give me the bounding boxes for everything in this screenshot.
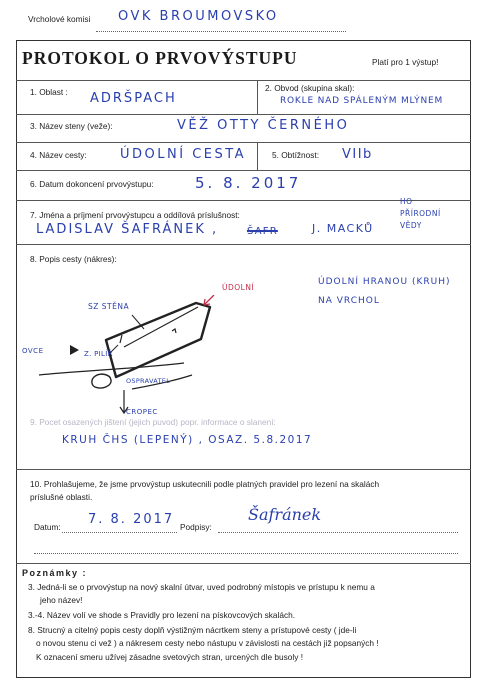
divider bbox=[16, 80, 471, 81]
note-3c: K oznacení smeru užívej zásadne svetových stran, urcených dle busoly ! bbox=[36, 652, 304, 662]
ovce-arrow bbox=[70, 345, 79, 355]
note-2: 3.-4. Název volí ve shode s Pravidly pro lezení na pískovcových skalách. bbox=[28, 610, 296, 620]
desc-note-1: ÚDOLNÍ HRANOU (KRUH) bbox=[318, 277, 451, 287]
wall-label: 3. Název steny (veže): bbox=[30, 121, 113, 131]
sign-label: Podpisy: bbox=[180, 522, 212, 532]
district-value: ROKLE NAD SPÁLENÝM MLÝNEM bbox=[280, 96, 444, 106]
notes-heading: Poznámky : bbox=[22, 568, 88, 578]
difficulty-value: VIIb bbox=[342, 147, 373, 162]
divider bbox=[16, 142, 471, 143]
sketch-label-sz-stena: SZ STĚNA bbox=[88, 302, 130, 311]
divider bbox=[16, 244, 471, 245]
committee-dots bbox=[96, 31, 346, 32]
protection-value: KRUH ČHS (LEPENÝ) , OSAZ. 5.8.2017 bbox=[62, 434, 313, 446]
sign-date-value: 7. 8. 2017 bbox=[88, 512, 175, 527]
divider bbox=[257, 142, 258, 170]
note-1: 3. Jedná-li se o prvovýstup na nový skalní útvar, uved podrobný místopis ve prístupu k nemu a bbox=[28, 582, 375, 592]
route-sketch bbox=[14, 295, 314, 415]
committee-value: OVK BROUMOVSKO bbox=[118, 9, 279, 24]
divider bbox=[16, 469, 471, 470]
names-label: 7. Jména a príjmení prvovýstupcu a oddílová príslušnost: bbox=[30, 210, 240, 220]
note-3: 8. Strucný a citelný popis cesty doplň výstižným nácrtkem steny a prístupové cesty ( jde-li bbox=[28, 625, 357, 635]
divider bbox=[257, 80, 258, 114]
names-struck: ŠAFR bbox=[247, 226, 278, 237]
difficulty-label: 5. Obtížnost: bbox=[272, 150, 320, 160]
route-label: 4. Název cesty: bbox=[30, 150, 87, 160]
divider bbox=[16, 170, 471, 171]
wall-value: VĚŽ OTTY ČERNÉHO bbox=[177, 118, 350, 133]
date-label: 6. Datum dokoncení prvovýstupu: bbox=[30, 179, 154, 189]
committee-label: Vrcholové komisi bbox=[28, 14, 91, 24]
protection-label: 9. Pocet osazených jištení (jejich puvod) popr. informace o slanení: bbox=[30, 417, 276, 427]
district-label: 2. Obvod (skupina skal): bbox=[265, 83, 355, 93]
area-label: 1. Oblast : bbox=[30, 87, 68, 97]
sign-date-dots bbox=[62, 532, 177, 533]
note-1b: jeho název! bbox=[40, 595, 83, 605]
sign-date-label: Datum: bbox=[34, 522, 61, 532]
date-value: 5. 8. 2017 bbox=[195, 174, 302, 192]
note-3b: o novou stenu ci vež ) a nákresem cesty nebo nástupu v závislosti na cestách již popsaných ! bbox=[36, 638, 379, 648]
valid-note: Platí pro 1 výstup! bbox=[372, 57, 439, 67]
signature: Šafránek bbox=[248, 505, 322, 524]
names-value-2: J. MACKŮ bbox=[312, 222, 374, 235]
divider bbox=[16, 114, 471, 115]
sketch-label-udolni: ÚDOLNÍ bbox=[222, 283, 255, 292]
desc-note-2: NA VRCHOL bbox=[318, 296, 380, 306]
udolni-arrow bbox=[204, 295, 214, 305]
sketch-label-ospravatel: OSPRAVATEL bbox=[126, 377, 171, 385]
sketch-label-ovce: OVCE bbox=[22, 347, 44, 355]
names-value-1: LADISLAV ŠAFRÁNEK , bbox=[36, 222, 219, 237]
sketch-label-cropec: CROPEC bbox=[126, 408, 158, 416]
route-value: ÚDOLNÍ CESTA bbox=[120, 147, 247, 162]
divider bbox=[16, 563, 471, 564]
boulder bbox=[92, 374, 111, 388]
sketch-label-z-pilir: Z. PILÍŘ bbox=[84, 350, 113, 358]
desc-label: 8. Popis cesty (nákres): bbox=[30, 254, 117, 264]
sign-dots bbox=[218, 532, 458, 533]
sign-dots-2 bbox=[34, 553, 458, 554]
declaration-text-2: príslušné oblasti. bbox=[30, 492, 93, 502]
area-value: ADRŠPACH bbox=[90, 91, 177, 106]
page-title: PROTOKOL O PRVOVÝSTUPU bbox=[22, 48, 298, 68]
declaration-text-1: 10. Prohlašujeme, že jsme prvovýstup uskutecnili podle platných pravidel pro lezení na skalách bbox=[30, 479, 380, 489]
names-side-note: HO PŘÍRODNÍ VĚDY bbox=[400, 197, 441, 230]
